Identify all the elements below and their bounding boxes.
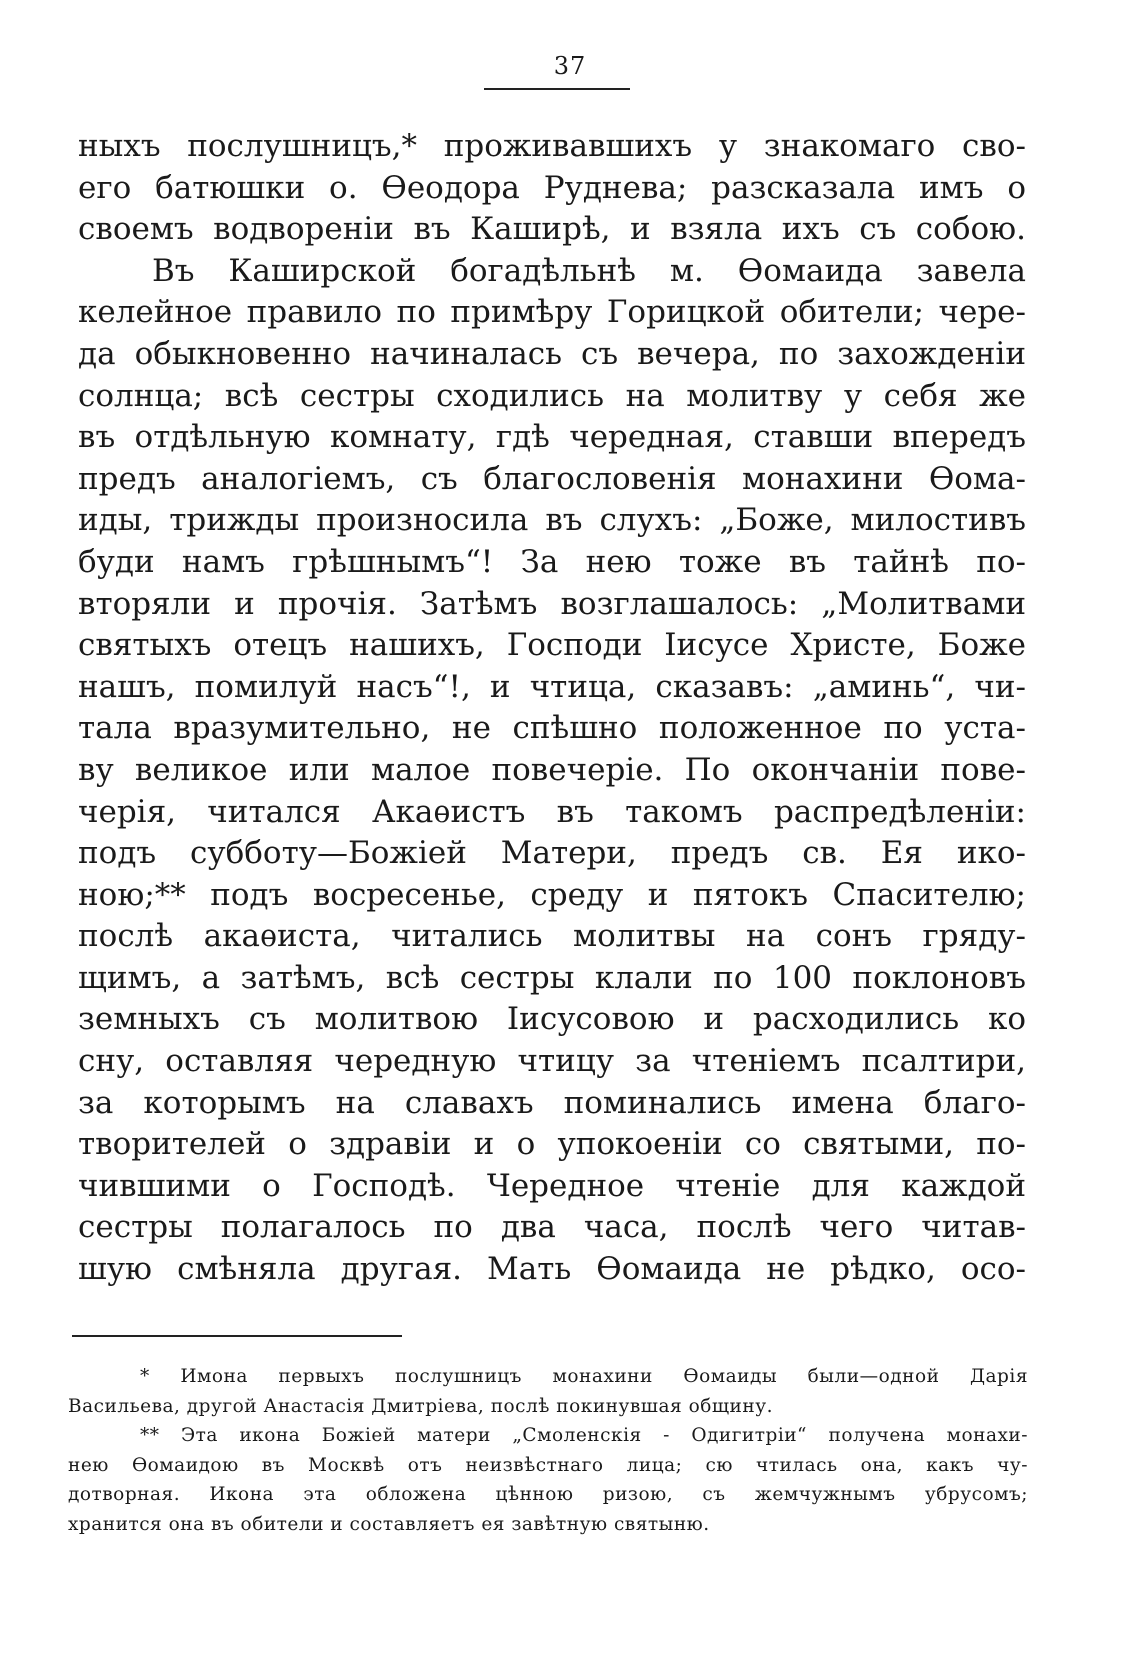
page-number: 37 — [553, 52, 587, 80]
text-line: иды, трижды произносила въ слухъ: „Боже, милостивъ — [78, 502, 1026, 539]
text-line: его батюшки о. Ѳеодора Руднева; разсказала имъ о — [78, 169, 1026, 206]
text-line: шую смѣняла другая. Мать Ѳомаида не рѣдко, осо- — [78, 1251, 1026, 1288]
footnote-line: ** Эта икона Божіей матери „Смоленскія - Одигитріи“ получена монахи- — [140, 1425, 1028, 1446]
text-line: творителей о здравіи и о упокоеніи со святыми, по- — [78, 1126, 1026, 1163]
text-line: нашъ, помилуй насъ“!, и чтица, сказавъ: „аминь“, чи- — [78, 668, 1026, 705]
text-line: щимъ, а затѣмъ, всѣ сестры клали по 100 поклоновъ — [78, 959, 1026, 996]
text-line: сну, оставляя чередную чтицу за чтеніемъ псалтири, — [78, 1043, 1026, 1080]
text-line: чившими о Господѣ. Чередное чтеніе для каждой — [78, 1167, 1026, 1204]
footnote-line: нею Ѳомаидою въ Москвѣ отъ неизвѣстнаго лица; сю чтилась она, какъ чу- — [68, 1454, 1028, 1476]
main-text — [78, 126, 1026, 1291]
text-line: въ отдѣльную комнату, гдѣ чередная, ставши впередъ — [78, 419, 1026, 456]
text-line: земныхъ съ молитвою Іисусовою и расходились ко — [78, 1001, 1026, 1038]
text-line: ву великое или малое повечеріе. По окончаніи пове- — [78, 751, 1026, 788]
paragraph-start-line: Въ Каширской богадѣльнѣ м. Ѳомаида завела — [152, 252, 1026, 289]
footnote-line: Васильева, другой Анастасія Дмитріева, послѣ покинувшая общину. — [68, 1395, 773, 1417]
text-line: послѣ акаѳиста, читались молитвы на сонъ гряду- — [78, 918, 1026, 955]
text-line: солнца; всѣ сестры сходились на молитву у себя же — [78, 377, 1026, 414]
header-rule — [484, 88, 630, 90]
text-line: тала вразумительно, не спѣшно положенное по уста- — [78, 710, 1026, 747]
text-line: вторяли и прочія. Затѣмъ возглашалось: „Молитвами — [78, 585, 1026, 622]
text-line: святыхъ отецъ нашихъ, Господи Іисусе Христе, Боже — [78, 627, 1026, 664]
footnotes — [68, 1362, 1028, 1539]
text-line: сестры полагалось по два часа, послѣ чего читав- — [78, 1209, 1026, 1246]
footnote-line: дотворная. Икона эта обложена цѣнною ризою, съ жемчужнымъ убрусомъ; — [68, 1484, 1028, 1505]
text-line: да обыкновенно начиналась съ вечера, по захожденіи — [78, 335, 1026, 372]
text-line: своемъ водвореніи въ Каширѣ, и взяла ихъ съ собою. — [78, 211, 1026, 248]
footnote-line: * Имона первыхъ послушницъ монахини Ѳомаиды были—одной Дарія — [140, 1366, 1028, 1387]
text-line: ныхъ послушницъ,* проживавшихъ у знакомаго сво- — [78, 128, 1026, 164]
text-line: буди намъ грѣшнымъ“! За нею тоже въ тайнѣ по- — [78, 543, 1026, 580]
footnote-line: хранится она въ обители и составляетъ ея завѣтную святыню. — [68, 1513, 710, 1535]
text-line: за которымъ на славахъ поминались имена благо- — [78, 1084, 1026, 1121]
text-line: ною;** подъ восресенье, среду и пятокъ Спасителю; — [78, 876, 1026, 913]
footnote-separator — [72, 1335, 402, 1337]
text-line: подъ субботу—Божіей Матери, предъ св. Ея ико- — [78, 835, 1026, 872]
text-line: предъ аналогіемъ, съ благословенія монахини Ѳома- — [78, 460, 1026, 497]
text-line: черія, читался Акаѳистъ въ такомъ распредѣленіи: — [78, 793, 1026, 830]
text-line: келейное правило по примѣру Горицкой обители; чере- — [78, 294, 1026, 331]
